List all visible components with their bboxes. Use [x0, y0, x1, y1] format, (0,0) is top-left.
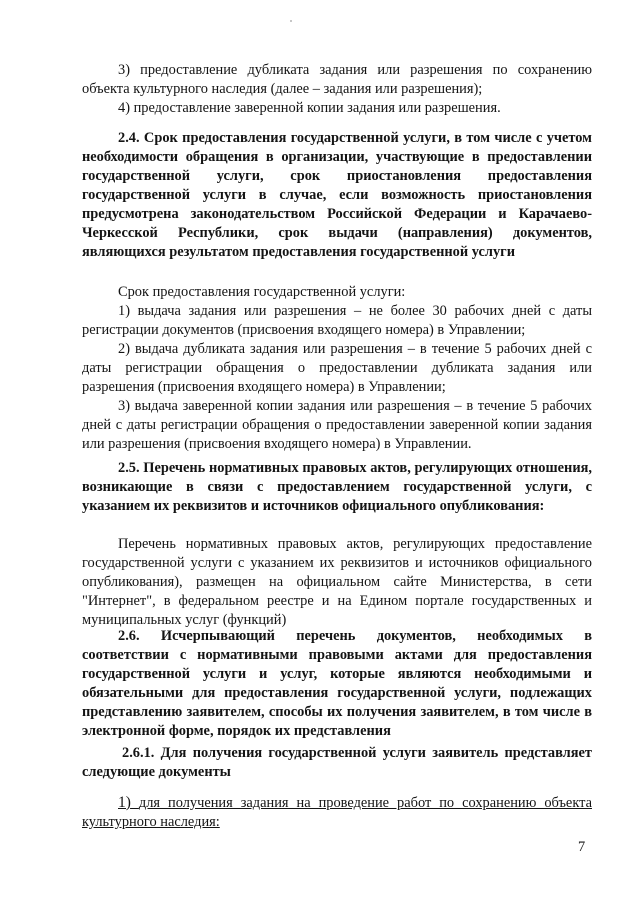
section-heading-2-5: 2.5. Перечень нормативных правовых актов, регулирующих отношения, возникающие в связи с предоставлением государственной услуги, с указанием их реквизитов и источников официального опубликования: — [82, 460, 592, 514]
item-1-marker: 1) — [118, 794, 131, 811]
paragraph-item-4: 4) предоставление заверенной копии задания или разрешения. — [118, 100, 501, 116]
term-item-3: 3) выдача заверенной копии задания или разрешения – в течение 5 рабочих дней с даты регистрации обращения о предоставлении заверенной копии задания или разрешения (присвоения входящего номера) в Управлении. — [82, 398, 592, 452]
term-intro: Срок предоставления государственной услуги: — [118, 284, 406, 300]
page-number: 7 — [578, 839, 586, 855]
paragraph-item-1-underlined — [82, 793, 592, 832]
paragraph-item-3: 3) предоставление дубликата задания или разрешения по сохранению объекта культурного наследия (далее – задания или разрешения); — [82, 62, 592, 97]
item-1-text: для получения задания на проведение работ по сохранению объекта культурного наследия: — [82, 795, 592, 830]
term-item-1: 1) выдача задания или разрешения – не более 30 рабочих дней с даты регистрации документов (присвоения входящего номера) в Управлении; — [82, 303, 592, 338]
section-heading-2-4: 2.4. Срок предоставления государственной услуги, в том числе с учетом необходимости обращения в организации, участвующие в предоставлении государственной услуги, срок приостановления предоставления государственной услуги в случае, если возможность приостановления предусмотрена законодательством Российской Федерации и Карачаево-Черкесской Республики, срок выдачи (направления) документов, являющихся результатом предоставления государственной услуги — [82, 130, 592, 260]
paragraph-normative-list: Перечень нормативных правовых актов, регулирующих предоставление государственной услуги с указанием их реквизитов и источников официального опубликования), размещен на официальном сайте Министерства, в сети "Интернет", в федеральном реестре и на Едином портале государственных и муниципальных услуг (функций) — [82, 536, 592, 628]
scan-speck — [290, 20, 292, 22]
section-heading-2-6-1: 2.6.1. Для получения государственной услуги заявитель представляет следующие документы — [82, 745, 592, 780]
section-heading-2-6: 2.6. Исчерпывающий перечень документов, необходимых в соответствии с нормативными правовыми актами для предоставления государственной услуги и услуг, которые являются необходимыми и обязательными для предоставления государственной услуги, подлежащих представлению заявителем, способы их получения заявителем, в том числе в электронной форме, порядок их представления — [82, 628, 592, 739]
term-item-2: 2) выдача дубликата задания или разрешения – в течение 5 рабочих дней с даты регистрации обращения о предоставлении дубликата задания или разрешения (присвоения входящего номера) в Управлении; — [82, 341, 592, 395]
